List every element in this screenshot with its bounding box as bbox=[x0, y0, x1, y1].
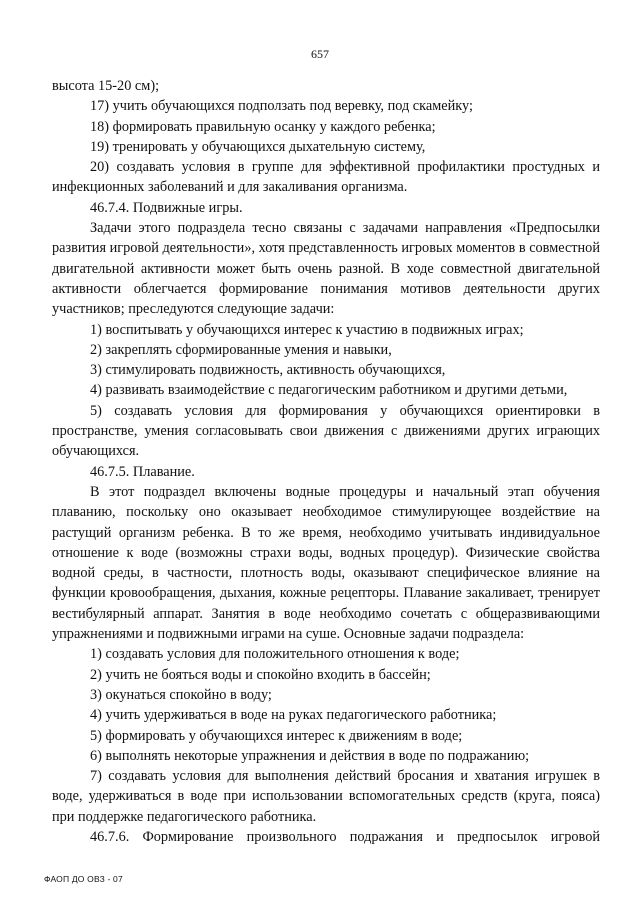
list-item: 5) создавать условия для формирования у обучающихся ориентировки в пространстве, умения согласовывать свои движения с движениями других играющих обучающихся. bbox=[52, 402, 600, 460]
list-item: 17) учить обучающихся подползать под веревку, под скамейку; bbox=[90, 98, 473, 115]
paragraph: высота 15-20 см); bbox=[52, 78, 160, 94]
body-text bbox=[52, 76, 600, 847]
list-item: 2) учить не бояться воды и спокойно входить в бассейн; bbox=[90, 666, 431, 683]
section-heading: 46.7.5. Плавание. bbox=[90, 463, 195, 480]
list-item: 3) окунаться спокойно в воду; bbox=[90, 686, 272, 703]
section-heading: 46.7.4. Подвижные игры. bbox=[90, 199, 243, 216]
paragraph: В этот подраздел включены водные процедуры и начальный этап обучения плаванию, поскольку оно оказывает необходимое стимулирующее воздействие на растущий организм ребенка. В то же время, необходимо учитывать индивидуальное отношение к воде (возможны страхи воды, водных процедур). Физические свойства водной среды, в частности, плотность воды, оказывают специфическое влияние на функции кровообращения, дыхания, кожные рецепторы. Плавание закаливает, тренирует вестибулярный аппарат. Занятия в воде необходимо сочетать с общеразвивающими упражнениями и подвижными играми на суше. Основные задачи подраздела: bbox=[52, 483, 600, 643]
section-heading: 46.7.6. Формирование произвольного подражания и предпосылок игровой bbox=[90, 828, 600, 845]
list-item: 5) формировать у обучающихся интерес к движениям в воде; bbox=[90, 727, 463, 744]
list-item: 1) создавать условия для положительного отношения к воде; bbox=[90, 646, 460, 663]
list-item: 2) закреплять сформированные умения и навыки, bbox=[90, 341, 392, 358]
page-number: 657 bbox=[311, 47, 329, 61]
list-item: 4) учить удерживаться в воде на руках педагогического работника; bbox=[90, 707, 497, 724]
list-item: 4) развивать взаимодействие с педагогическим работником и другими детьми, bbox=[90, 382, 568, 399]
list-item: 20) создавать условия в группе для эффективной профилактики простудных и инфекционных заболеваний и для закаливания организма. bbox=[52, 159, 600, 196]
list-item: 1) воспитывать у обучающихся интерес к участию в подвижных играх; bbox=[90, 321, 524, 338]
paragraph: Задачи этого подраздела тесно связаны с задачами направления «Предпосылки развития игровой деятельности», хотя представленность игровых моментов в совместной двигательной активности может быть очень разной. В ходе совместной двигательной активности облегчается формирование понимания мотивов деятельности других участников; преследуются следующие задачи: bbox=[52, 220, 600, 318]
list-item: 7) создавать условия для выполнения действий бросания и хватания игрушек в воде, удерживаться в воде при использовании вспомогательных средств (круга, пояса) при поддержке педагогического работника. bbox=[52, 768, 600, 825]
list-item: 6) выполнять некоторые упражнения и действия в воде по подражанию; bbox=[90, 747, 530, 764]
list-item: 19) тренировать у обучающихся дыхательную систему, bbox=[90, 138, 426, 155]
list-item: 3) стимулировать подвижность, активность обучающихся, bbox=[90, 362, 446, 379]
list-item: 18) формировать правильную осанку у каждого ребенка; bbox=[90, 118, 436, 135]
footer-label: ФАОП ДО ОВЗ - 07 bbox=[44, 874, 123, 884]
